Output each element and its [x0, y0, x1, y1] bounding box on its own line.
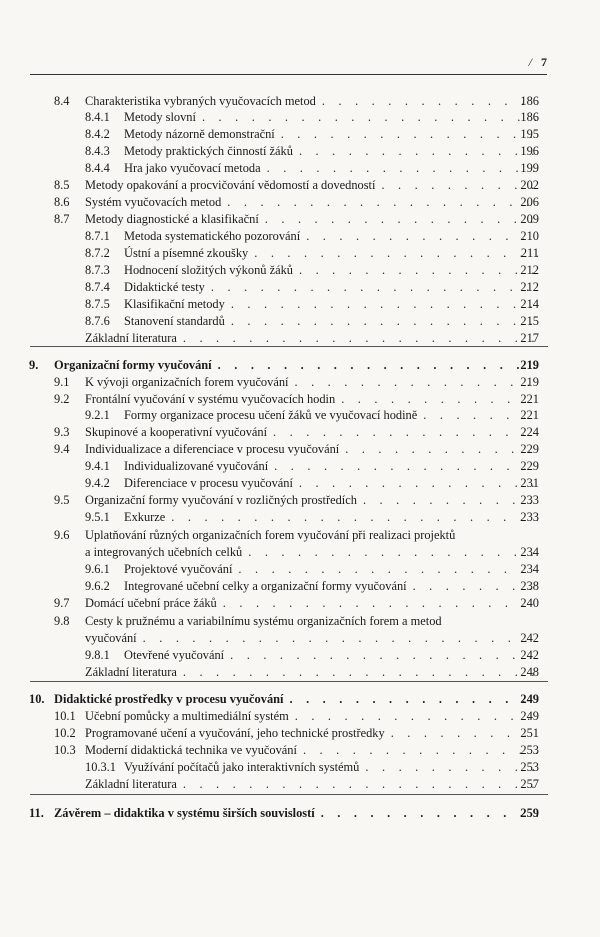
toc-entry-title-wrap: [85, 707, 538, 725]
toc-entry-title: Metody opakování a procvičování vědomostí a dovedností: [85, 178, 376, 192]
dot-leader: [205, 278, 538, 296]
toc-entry-title-wrap: [124, 227, 538, 245]
toc-entry-title-wrap: [85, 629, 538, 647]
toc-entry: [0, 227, 600, 245]
chapter-divider: [30, 681, 548, 682]
page-header: [0, 55, 547, 69]
toc-entry-title-wrap: [124, 312, 538, 330]
toc-entry-number: 8.7.5: [85, 297, 110, 311]
toc-entry-number: 10.3.1: [85, 760, 116, 774]
toc-entry-number: 8.4.2: [85, 127, 110, 141]
toc-entry-page: 210: [520, 229, 539, 243]
toc-entry-title: Projektové vyučování: [124, 562, 233, 576]
dot-leader: [283, 690, 538, 708]
toc-entry-page: 229: [520, 442, 539, 456]
dot-leader: [293, 474, 538, 492]
toc-entry-title: Závěrem – didaktika v systému širších souvislostí: [54, 806, 315, 820]
toc-entry-title-wrap: [54, 690, 538, 708]
dot-leader: [225, 312, 538, 330]
toc-entry-title: Integrované učební celky a organizační formy vyučování: [124, 579, 407, 593]
toc-entry-title-wrap: [85, 176, 538, 194]
toc-entry-title: Formy organizace procesu učení žáků ve vyučovací hodině: [124, 408, 418, 422]
toc-entry-title-wrap: [85, 724, 538, 742]
toc-entry: [0, 775, 600, 793]
toc-entry-page: 195: [520, 127, 539, 141]
toc-entry: [0, 741, 600, 759]
toc-entry-title: Individualizace a diferenciace v procesu vyučování: [85, 442, 340, 456]
toc-entry-title-wrap: [124, 577, 538, 595]
toc-entry-number: 10.2: [54, 726, 76, 740]
toc-entry-title-wrap: [124, 295, 538, 313]
toc-entry-page: 219: [520, 358, 539, 372]
dot-leader: [232, 560, 538, 578]
toc-entry-page: 233: [520, 510, 539, 524]
toc-entry-title-wrap: [124, 125, 538, 143]
toc-entry: [0, 312, 600, 330]
toc-entry: [0, 176, 600, 194]
toc-entry: [0, 560, 600, 578]
toc-entry-page: 240: [520, 596, 539, 610]
toc-entry-page: 212: [520, 280, 539, 294]
toc-entry: [0, 406, 600, 424]
toc-entry-title-wrap: [124, 758, 538, 776]
toc-entry-page: 242: [520, 648, 539, 662]
toc-entry-number: 9.3: [54, 425, 70, 439]
toc-entry-title: Individualizované vyučování: [124, 459, 269, 473]
toc-entry-page: 186: [520, 110, 539, 124]
toc-entry-title-wrap: [85, 663, 538, 681]
toc-entry-page: 209: [520, 212, 539, 226]
toc-entry: [0, 526, 600, 544]
dot-leader: [248, 244, 538, 262]
toc-entry: [0, 724, 600, 742]
toc-entry-page: 242: [520, 631, 539, 645]
toc-entry-page: 221: [520, 408, 539, 422]
header-separator: /: [528, 55, 532, 69]
toc-entry: [0, 491, 600, 509]
toc-entry: [0, 758, 600, 776]
dot-leader: [196, 108, 538, 126]
chapter-divider: [30, 346, 548, 347]
toc-entry-page: 202: [520, 178, 539, 192]
toc-entry-page: 234: [520, 545, 539, 559]
toc-entry-number: 8.7.6: [85, 314, 110, 328]
dot-leader: [217, 594, 538, 612]
toc-entry-number: 8.4.1: [85, 110, 110, 124]
toc-entry: [0, 543, 600, 561]
toc-entry-number: 9.: [29, 358, 39, 372]
toc-entry: [0, 125, 600, 143]
toc-entry-title: Exkurze: [124, 510, 166, 524]
toc-entry-title-wrap: [124, 159, 538, 177]
dot-leader: [259, 210, 538, 228]
toc-entry: [0, 278, 600, 296]
toc-entry-page: 206: [520, 195, 539, 209]
toc-entry-title-wrap: [124, 108, 538, 126]
toc-entry-title: K vývoji organizačních forem vyučování: [85, 375, 289, 389]
toc-entry-page: 253: [520, 743, 539, 757]
toc-entry-number: 8.4.3: [85, 144, 110, 158]
toc-entry-title-wrap: [124, 406, 538, 424]
dot-leader: [339, 440, 538, 458]
toc-entry: [0, 629, 600, 647]
toc-entry-title-wrap: [85, 526, 538, 544]
toc-entry: [0, 474, 600, 492]
toc-entry-title-wrap: [124, 508, 538, 526]
toc-entry-page: 215: [520, 314, 539, 328]
toc-entry-title: Metody názorně demonstrační: [124, 127, 275, 141]
toc-entry-number: 9.8: [54, 614, 70, 628]
toc-entry-page: 238: [520, 579, 539, 593]
toc-entry-title-wrap: [124, 278, 538, 296]
toc-entry-page: 249: [520, 709, 539, 723]
toc-entry: [0, 193, 600, 211]
toc-entry-number: 8.7.1: [85, 229, 110, 243]
toc-entry-page: 233: [520, 493, 539, 507]
dot-leader: [359, 758, 538, 776]
toc-entry-title-wrap: [124, 560, 538, 578]
toc-entry-number: 9.8.1: [85, 648, 110, 662]
chapter-divider: [30, 794, 548, 795]
toc-entry: [0, 594, 600, 612]
dot-leader: [293, 142, 538, 160]
toc-entry-title-wrap: [85, 741, 538, 759]
toc-entry-number: 9.2.1: [85, 408, 110, 422]
toc-entry-title-wrap: [85, 594, 538, 612]
toc-entry-title: Hodnocení složitých výkonů žáků: [124, 263, 293, 277]
dot-leader: [385, 724, 538, 742]
toc-entry: [0, 210, 600, 228]
toc-entry-page: 229: [520, 459, 539, 473]
toc-entry-title-wrap: [124, 646, 538, 664]
toc-entry-page: 199: [520, 161, 539, 175]
toc-entry-title: Diferenciace v procesu vyučování: [124, 476, 293, 490]
toc-entry-title-wrap: [85, 543, 538, 561]
toc-entry-title-wrap: [124, 244, 538, 262]
toc-entry-number: 8.7.2: [85, 246, 110, 260]
dot-leader: [177, 329, 538, 347]
toc-entry-number: 8.5: [54, 178, 70, 192]
toc-entry-title-wrap: [124, 261, 538, 279]
toc-entry-number: 9.1: [54, 375, 70, 389]
toc-entry-title: a integrovaných učebních celků: [85, 545, 243, 559]
toc-entry-number: 9.5.1: [85, 510, 110, 524]
toc-entry-number: 8.4.4: [85, 161, 110, 175]
toc-entry-title: Metoda systematického pozorování: [124, 229, 301, 243]
toc-entry-title: Programované učení a vyučování, jeho technické prostředky: [85, 726, 385, 740]
dot-leader: [297, 741, 538, 759]
toc-entry-number: 9.4.1: [85, 459, 110, 473]
toc-entry-number: 10.: [29, 692, 45, 706]
toc-entry: [0, 612, 600, 630]
toc-entry-page: 217: [520, 331, 539, 345]
toc-entry-title-wrap: [85, 373, 538, 391]
toc-entry-title-wrap: [54, 804, 538, 822]
toc-entry-title: Metody diagnostické a klasifikační: [85, 212, 259, 226]
dot-leader: [275, 125, 538, 143]
toc-entry: [0, 423, 600, 441]
toc-entry: [0, 508, 600, 526]
header-rule: [30, 74, 547, 75]
page-number: 7: [541, 55, 547, 69]
toc-entry-title-wrap: [124, 457, 538, 475]
toc-entry-number: 8.7: [54, 212, 70, 226]
toc-entry-title-wrap: [124, 474, 538, 492]
dot-leader: [315, 804, 538, 822]
toc-entry-title: Organizační formy vyučování v rozličných prostředích: [85, 493, 357, 507]
toc-entry-title: Domácí učební práce žáků: [85, 596, 217, 610]
toc-entry-title: Učební pomůcky a multimediální systém: [85, 709, 289, 723]
toc-entry: [0, 707, 600, 725]
dot-leader: [375, 176, 538, 194]
toc-entry: [0, 244, 600, 262]
toc-entry: [0, 159, 600, 177]
toc-entry-number: 9.6.2: [85, 579, 110, 593]
toc-entry-page: 196: [520, 144, 539, 158]
dot-leader: [357, 491, 538, 509]
toc-entry-title: Cesty k pružnému a variabilnímu systému organizačních forem a metod: [85, 614, 442, 628]
toc-entry: [0, 457, 600, 475]
toc-entry-number: 11.: [29, 806, 44, 820]
toc-entry-title-wrap: [85, 193, 538, 211]
toc-entry-title: Hra jako vyučovací metoda: [124, 161, 261, 175]
dot-leader: [224, 646, 538, 664]
toc-entry-title-wrap: [85, 210, 538, 228]
toc-entry-number: 9.6.1: [85, 562, 110, 576]
dot-leader: [177, 663, 538, 681]
toc-entry-title-wrap: [124, 142, 538, 160]
toc-entry-title: Didaktické prostředky v procesu vyučování: [54, 692, 284, 706]
toc-entry: [0, 440, 600, 458]
toc-entry: [0, 142, 600, 160]
toc-entry-title: Skupinové a kooperativní vyučování: [85, 425, 268, 439]
toc-entry-title-wrap: [85, 423, 538, 441]
dot-leader: [293, 261, 538, 279]
dot-leader: [137, 629, 538, 647]
toc-entry-number: 8.4: [54, 94, 70, 108]
toc-entry-title: vyučování: [85, 631, 137, 645]
dot-leader: [221, 193, 538, 211]
toc-entry-title: Klasifikační metody: [124, 297, 225, 311]
toc-entry-title-wrap: [85, 775, 538, 793]
toc-entry-title: Základní literatura: [85, 777, 177, 791]
toc-entry: [0, 108, 600, 126]
dot-leader: [165, 508, 538, 526]
toc-entry-title: Základní literatura: [85, 665, 177, 679]
toc-entry-title: Frontální vyučování v systému vyučovacích hodin: [85, 392, 336, 406]
toc-entry-title-wrap: [85, 612, 538, 630]
toc-entry-page: 251: [520, 726, 539, 740]
toc-entry-page: 219: [520, 375, 539, 389]
toc-entry-page: 253: [520, 760, 539, 774]
toc-chapter: [0, 356, 600, 374]
toc-entry-page: 224: [520, 425, 539, 439]
toc-entry-number: 8.7.4: [85, 280, 110, 294]
toc-entry-title: Charakteristika vybraných vyučovacích metod: [85, 94, 316, 108]
toc-entry-number: 9.6: [54, 528, 70, 542]
dot-leader: [177, 775, 538, 793]
dot-leader: [242, 543, 538, 561]
toc-chapter: [0, 690, 600, 708]
toc-entry-page: 186: [520, 94, 539, 108]
dot-leader: [268, 457, 538, 475]
toc-entry-title: Základní literatura: [85, 331, 177, 345]
toc-entry-title: Využívání počítačů jako interaktivních systémů: [124, 760, 360, 774]
toc-entry-number: 9.4: [54, 442, 70, 456]
toc-entry: [0, 261, 600, 279]
toc-chapter: [0, 804, 600, 822]
toc-entry: [0, 295, 600, 313]
dot-leader: [300, 227, 538, 245]
dot-leader: [225, 295, 538, 313]
toc-entry: [0, 577, 600, 595]
toc-entry-title: Metody slovní: [124, 110, 196, 124]
toc-entry-title: Otevřené vyučování: [124, 648, 225, 662]
toc-entry-page: 211: [520, 246, 539, 260]
dot-leader: [289, 707, 538, 725]
toc-entry-page: 257: [520, 777, 539, 791]
toc-entry-number: 8.7.3: [85, 263, 110, 277]
dot-leader: [288, 373, 538, 391]
toc-entry-title: Uplatňování různých organizačních forem vyučování při realizaci projektů: [85, 528, 456, 542]
toc-entry-number: 10.1: [54, 709, 76, 723]
toc-entry-title-wrap: [85, 491, 538, 509]
toc-entry-number: 10.3: [54, 743, 76, 757]
dot-leader: [267, 423, 538, 441]
dot-leader: [212, 356, 538, 374]
toc-entry-number: 9.5: [54, 493, 70, 507]
toc-entry-title-wrap: [85, 329, 538, 347]
toc-entry-page: 249: [520, 692, 539, 706]
toc-entry-title: Didaktické testy: [124, 280, 205, 294]
toc-entry-page: 214: [520, 297, 539, 311]
dot-leader: [261, 159, 538, 177]
toc-entry-title-wrap: [54, 356, 538, 374]
toc-entry-title: Moderní didaktická technika ve vyučování: [85, 743, 297, 757]
toc-entry-page: 259: [520, 806, 539, 820]
toc-entry-title: Systém vyučovacích metod: [85, 195, 222, 209]
toc-entry-title: Stanovení standardů: [124, 314, 225, 328]
toc-entry-page: 212: [520, 263, 539, 277]
toc-entry-number: 9.4.2: [85, 476, 110, 490]
toc-entry-title: Ústní a písemné zkoušky: [124, 246, 249, 260]
toc-entry: [0, 663, 600, 681]
toc-entry-title: Metody praktických činností žáků: [124, 144, 293, 158]
toc-entry: [0, 373, 600, 391]
toc-entry-number: 9.7: [54, 596, 70, 610]
toc-entry-page: 248: [520, 665, 539, 679]
toc-entry-page: 221: [520, 392, 539, 406]
toc-entry-title: Organizační formy vyučování: [54, 358, 212, 372]
toc-entry: [0, 646, 600, 664]
toc-entry-page: 234: [520, 562, 539, 576]
toc-entry-title-wrap: [85, 440, 538, 458]
toc-entry-number: 9.2: [54, 392, 70, 406]
toc-entry-number: 8.6: [54, 195, 70, 209]
toc-entry: [0, 329, 600, 347]
dot-leader: [407, 577, 538, 595]
toc-entry-page: 231: [520, 476, 539, 490]
